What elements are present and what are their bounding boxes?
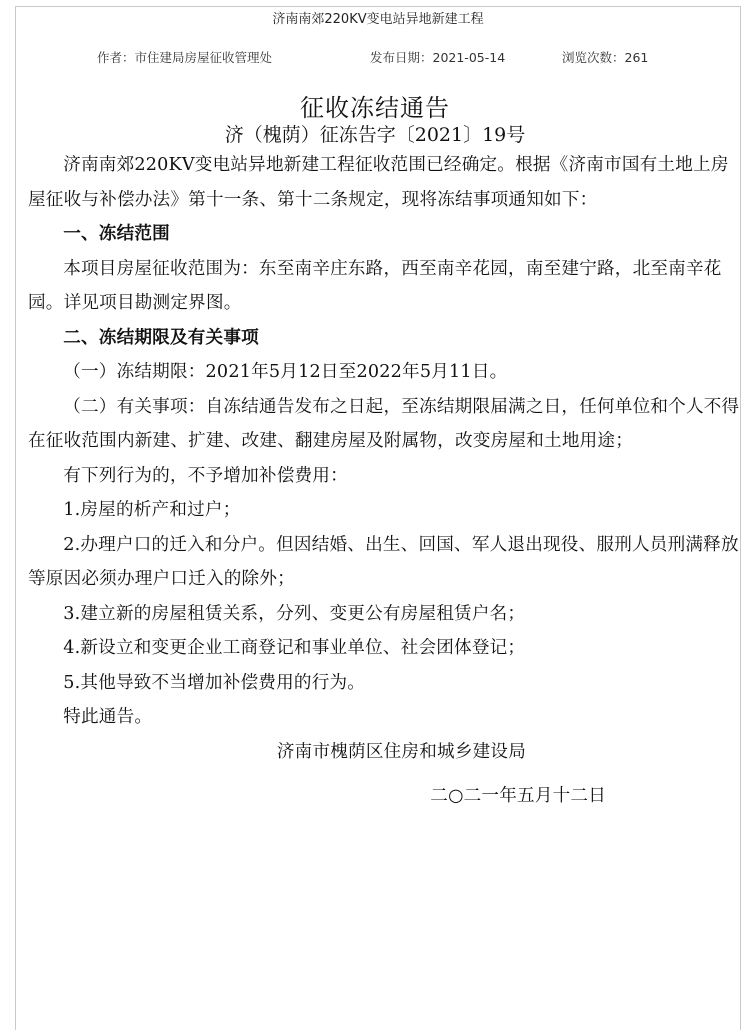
period-paragraph: （一）冻结期限：2021年5月12日至2022年5月11日。: [63, 362, 508, 382]
closing-paragraph: 特此通告。: [63, 707, 153, 727]
list-item: 4.新设立和变更企业工商登记和事业单位、社会团体登记；: [63, 638, 526, 658]
author-label: 作者：市住建局房屋征收管理处: [97, 50, 273, 65]
list-item: 2.办理户口的迁入和分户。但因结婚、出生、回国、军人退出现役、服刑人员刑满释放等原因必须办理户口迁入的除外；: [28, 534, 739, 589]
section-heading-scope: 一、冻结范围: [63, 224, 170, 244]
list-item: 3.建立新的房屋租赁关系，分列、变更公有房屋租赁户名；: [63, 603, 526, 624]
signer: 济南市槐荫区住房和城乡建设局: [276, 741, 526, 762]
sign-date: 二○二一年五月十二日: [430, 786, 606, 806]
list-item: 1.房屋的析产和过户；: [63, 500, 241, 520]
intro-paragraph: 济南南郊220KV变电站异地新建工程征收范围已经确定。根据《济南市国有土地上房屋征收与补偿办法》第十一条、第十二条规定，现将冻结事项通知如下：: [28, 155, 729, 210]
section-heading-period: 二、冻结期限及有关事项: [63, 327, 259, 348]
matters-paragraph: （二）有关事项：自冻结通告发布之日起，至冻结期限届满之日，任何单位和个人不得在征收范围内新建、扩建、改建、翻建房屋及附属物，改变房屋和土地用途；: [28, 396, 740, 451]
notice-title: 征收冻结通告: [300, 94, 450, 122]
no-compensation-intro: 有下列行为的，不予增加补偿费用：: [63, 465, 348, 486]
notice-body: [28, 148, 744, 814]
view-count-label: 浏览次数：261: [562, 50, 649, 65]
document-number: 济（槐荫）征冻告字〔2021〕19号: [224, 124, 526, 146]
article-title: 济南南郊220KV变电站异地新建工程: [272, 12, 484, 27]
publish-date-label: 发布日期：2021-05-14: [370, 50, 506, 65]
list-item: 5.其他导致不当增加补偿费用的行为。: [63, 672, 366, 693]
scope-paragraph: 本项目房屋征收范围为：东至南辛庄东路，西至南辛花园，南至建宁路，北至南辛花园。详见项目勘测定界图。: [28, 258, 722, 313]
